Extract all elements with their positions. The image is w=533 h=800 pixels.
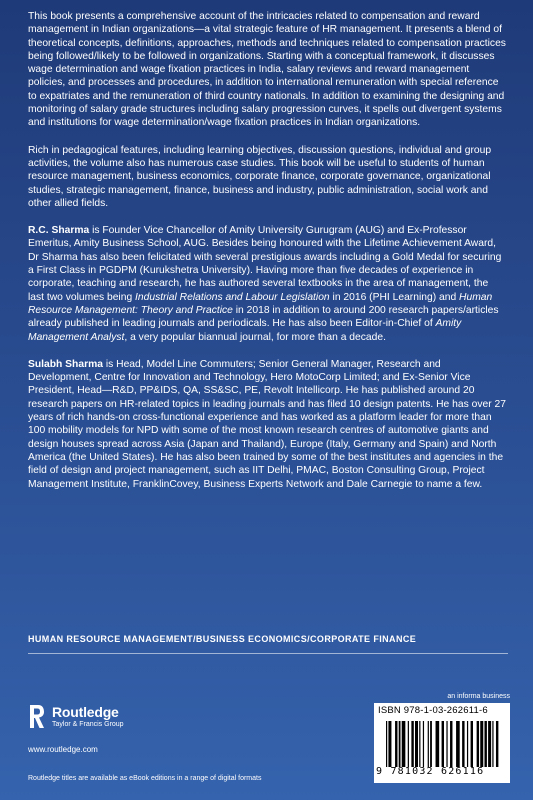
subject-category: HUMAN RESOURCE MANAGEMENT/BUSINESS ECONOMICS/CORPORATE FINANCE: [28, 634, 417, 644]
barcode-bar: [496, 721, 498, 767]
barcode-bar: [446, 721, 447, 767]
barcode-bar: [395, 721, 397, 767]
barcode-bar: [399, 721, 401, 767]
barcode-bar: [436, 721, 440, 767]
barcode-bar: [462, 721, 464, 767]
bio-text: in 2018 in addition to around 200 research papers/articles already published in leading journals and periodicals. He has also been Editor-in-Chief of: [28, 304, 499, 330]
bio-text: in 2016 (PHI Learning) and: [329, 291, 460, 303]
description-paragraph-2: Rich in pedagogical features, including learning objectives, discussion questions, individual and group activities, the volume also has numerous case studies. This book will be useful to students of human resource management, business economics, corporate finance, corporate governance, organizational studies, strategic management, finance, business and industry, public administration, social work and other allied fields.: [28, 144, 492, 209]
barcode-bar: [402, 721, 406, 767]
author-bio-sulabh-sharma: [28, 358, 506, 491]
author-name: Sulabh Sharma: [28, 358, 103, 370]
barcode-bar: [419, 721, 420, 767]
barcode-bar: [430, 721, 432, 767]
journal-title: Amity Management Analyst: [28, 318, 462, 343]
barcode-bar: [411, 721, 413, 767]
publisher-url[interactable]: www.routledge.com: [28, 745, 98, 754]
author-bio-rc-sharma: [28, 224, 506, 344]
routledge-r-icon: [28, 704, 46, 730]
barcode-bar: [428, 721, 429, 767]
bio-text: is Head, Model Line Commuters; Senior General Manager, Research and Development, Centre for Innovation and Technology, Hero MotoCorp Limited; and Ex-Senior Vice President, Head—R&D, PP&IDS, QA, SS&SC, PE, Revolt Intellicorp. He has published around 20 research papers on HR-related topics in leading journals and has filed 10 design patents. He has over 27 years of rich hands-on cross-functional experience and has worked as a platform leader for more than 100 mobility models for NPD with some of the most known research centres of automotive giants and design houses spread across Asia (Japan and Thailand), Europe (Italy, Germany and Spain) and North America (the United States). He has also been trained by some of the best institutes and agencies in the field of design and project management, such as IIT Delhi, PMAC, Boston Consulting Group, Project Management Institute, FranklinCovey, Business Experts Network and Dale Carnegie to name a few.: [28, 358, 506, 490]
barcode-bar: [467, 721, 468, 767]
barcode-bar: [492, 721, 493, 767]
barcode-bar: [388, 721, 391, 767]
divider: [28, 653, 508, 654]
publisher-group: Taylor & Francis Group: [52, 721, 124, 728]
ebook-formats-note: Routledge titles are available as eBook editions in a range of digital formats: [28, 775, 262, 782]
author-name: R.C. Sharma: [28, 225, 90, 237]
book-title: Human Resource Management: Theory and Practice: [28, 291, 493, 316]
bio-text: is Founder Vice Chancellor of Amity University Gurugram (AUG) and Ex-Professor Emeritus, Amity Business School, AUG. Besides being honoured with the Lifetime Achievement Award, Dr Sharma has also been felicitated with several prestigious awards including a Gold Medal for securing a First Class in PGDPM (Kurukshetra University). Having more than five decades of experience in corporate, teaching and research, he has authored several textbooks in the area of management, the last two volumes being: [28, 225, 502, 303]
publisher-name: Routledge: [52, 704, 119, 720]
barcode-bar: [488, 721, 491, 767]
bio-text: , a very popular biannual journal, for more than a decade.: [124, 331, 386, 343]
description-paragraph-1: This book presents a comprehensive account of the intricacies related to compensation and reward management in Indian organizations—a vital strategic feature of HR management. It presents a blend of theoretical concepts, definitions, approaches, methods and techniques related to compensation practices being followed/likely to be followed in organizations. Starting with a conceptual framework, it discusses wage determination and wage fixation practices in India, salary reviews and reward management policies, and processes and procedures, in addition to international remuneration with special reference to expatriates and the remuneration of third country nationals. In addition to examining the designing and monitoring of salary grade structures including salary progression curves, it spells out divergent systems and institutions for wage determination/wage fixation practices in Indian organizations.: [28, 11, 506, 129]
barcode-bars: [386, 721, 502, 767]
barcode-bar: [415, 721, 418, 767]
barcode-bar: [480, 721, 483, 767]
barcode-bar: [442, 721, 444, 767]
barcode-bar: [484, 721, 486, 767]
barcode-bar: [450, 721, 452, 767]
isbn-text: ISBN 978-1-03-262611-6: [378, 705, 488, 716]
informa-business-label: an informa business: [447, 693, 510, 700]
barcode-bar: [471, 721, 473, 767]
barcode-bar: [456, 721, 460, 767]
barcode-bar: [423, 721, 424, 767]
barcode-bar: [386, 721, 387, 767]
back-cover-text: [28, 10, 506, 505]
barcode-bar: [477, 721, 479, 767]
barcode-number: 9 781032 626116: [376, 766, 485, 777]
barcode-bar: [408, 721, 409, 767]
book-title: Industrial Relations and Labour Legislation: [135, 291, 330, 303]
barcode: [374, 703, 510, 783]
